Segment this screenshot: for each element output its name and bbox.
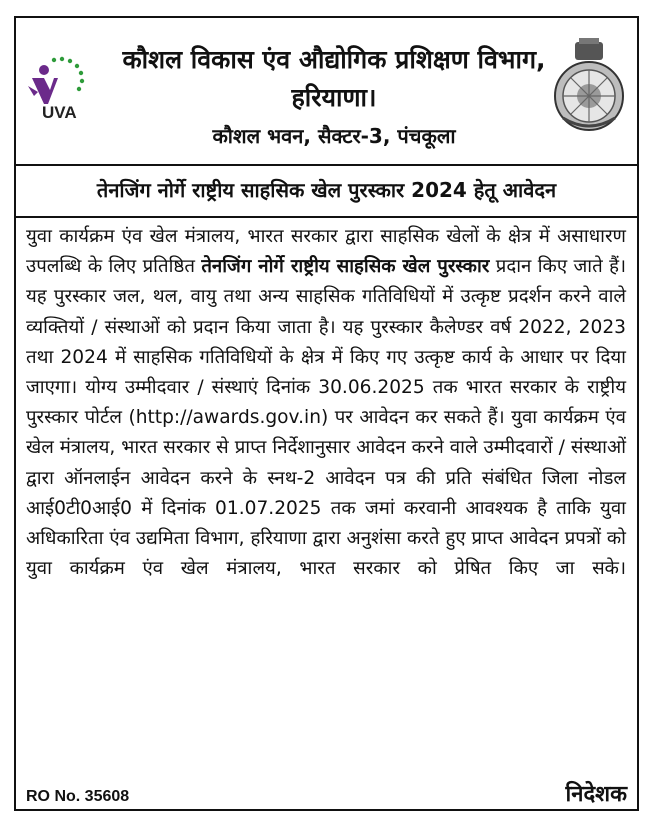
signatory: निदेशक bbox=[565, 782, 627, 807]
department-state: हरियाणा। bbox=[291, 83, 377, 112]
notice-body-part1: युवा कार्यक्रम एंव खेल मंत्रालय, भारत सरकार द्वारा साहसिक खेलों के क्षेत्र में असाधारण उपलब्धि के लिए प्रतिष्ठित bbox=[26, 226, 626, 278]
yuva-logo bbox=[24, 56, 106, 126]
ro-number: RO No. 35608 bbox=[26, 788, 130, 805]
department-name: कौशल विकास एंव औद्योगिक प्रशिक्षण विभाग, bbox=[122, 45, 546, 74]
department-address: कौशल भवन, सैक्टर-3, पंचकूला bbox=[212, 124, 456, 148]
notice-title: तेनजिंग नोर्गे राष्ट्रीय साहसिक खेल पुरस्कार 2024 हेतू आवेदन bbox=[16, 164, 637, 218]
haryana-emblem bbox=[549, 38, 629, 134]
notice-header bbox=[16, 18, 637, 166]
notice-body bbox=[26, 222, 626, 584]
notice-body-part2: प्रदान किए जाते हैं। यह पुरस्कार जल, थल, वायु तथा अन्य साहसिक गतिविधियों में उत्कृष्ट प्रदर्शन करने वाले व्यक्तियों / संस्थाओं को प्रदान किया जाता है। यह पुरस्कार कैलेण्डर वर्ष 2022, 2023 तथा 2024 में साहसिक गतिविधियों के क्षेत्र में किए गए उत्कृष्ट कार्य के आधार पर दिया जाएगा। योग्य उम्मीदवार / संस्थाएं दिनांक 30.06.2025 तक भारत सरकार के राष्ट्रीय पुरस्कार पोर्टल (http://awards.gov.in) पर आवेदन कर सकते हैं। युवा कार्यक्रम एंव खेल मंत्रालय, भारत सरकार से प्राप्त निर्देशानुसार आवेदन करने वाले उम्मीदवारों / संस्थाओं द्वारा ऑनलाईन आवेदन करने के स्नथ-2 आवेदन पत्र की प्रति संबंधित जिला नोडल आई0टी0आई0 में दिनांक 01.07.2025 तक जमां करवानी आवश्यक है ताकि युवा अधिकारिता एंव उद्यमिता विभाग, हरियाणा द्वारा अनुशंसा करते हुए प्राप्त आवेदन प्रपत्रों को युवा कार्यक्रम एंव खेल मंत्रालय, भारत सरकार को प्रेषित किए जा सके। bbox=[26, 256, 626, 580]
notice-frame bbox=[14, 16, 639, 811]
award-name: तेनजिंग नोर्गे राष्ट्रीय साहसिक खेल पुरस्कार bbox=[201, 256, 490, 278]
yuva-logo-text: UVA bbox=[42, 103, 77, 122]
